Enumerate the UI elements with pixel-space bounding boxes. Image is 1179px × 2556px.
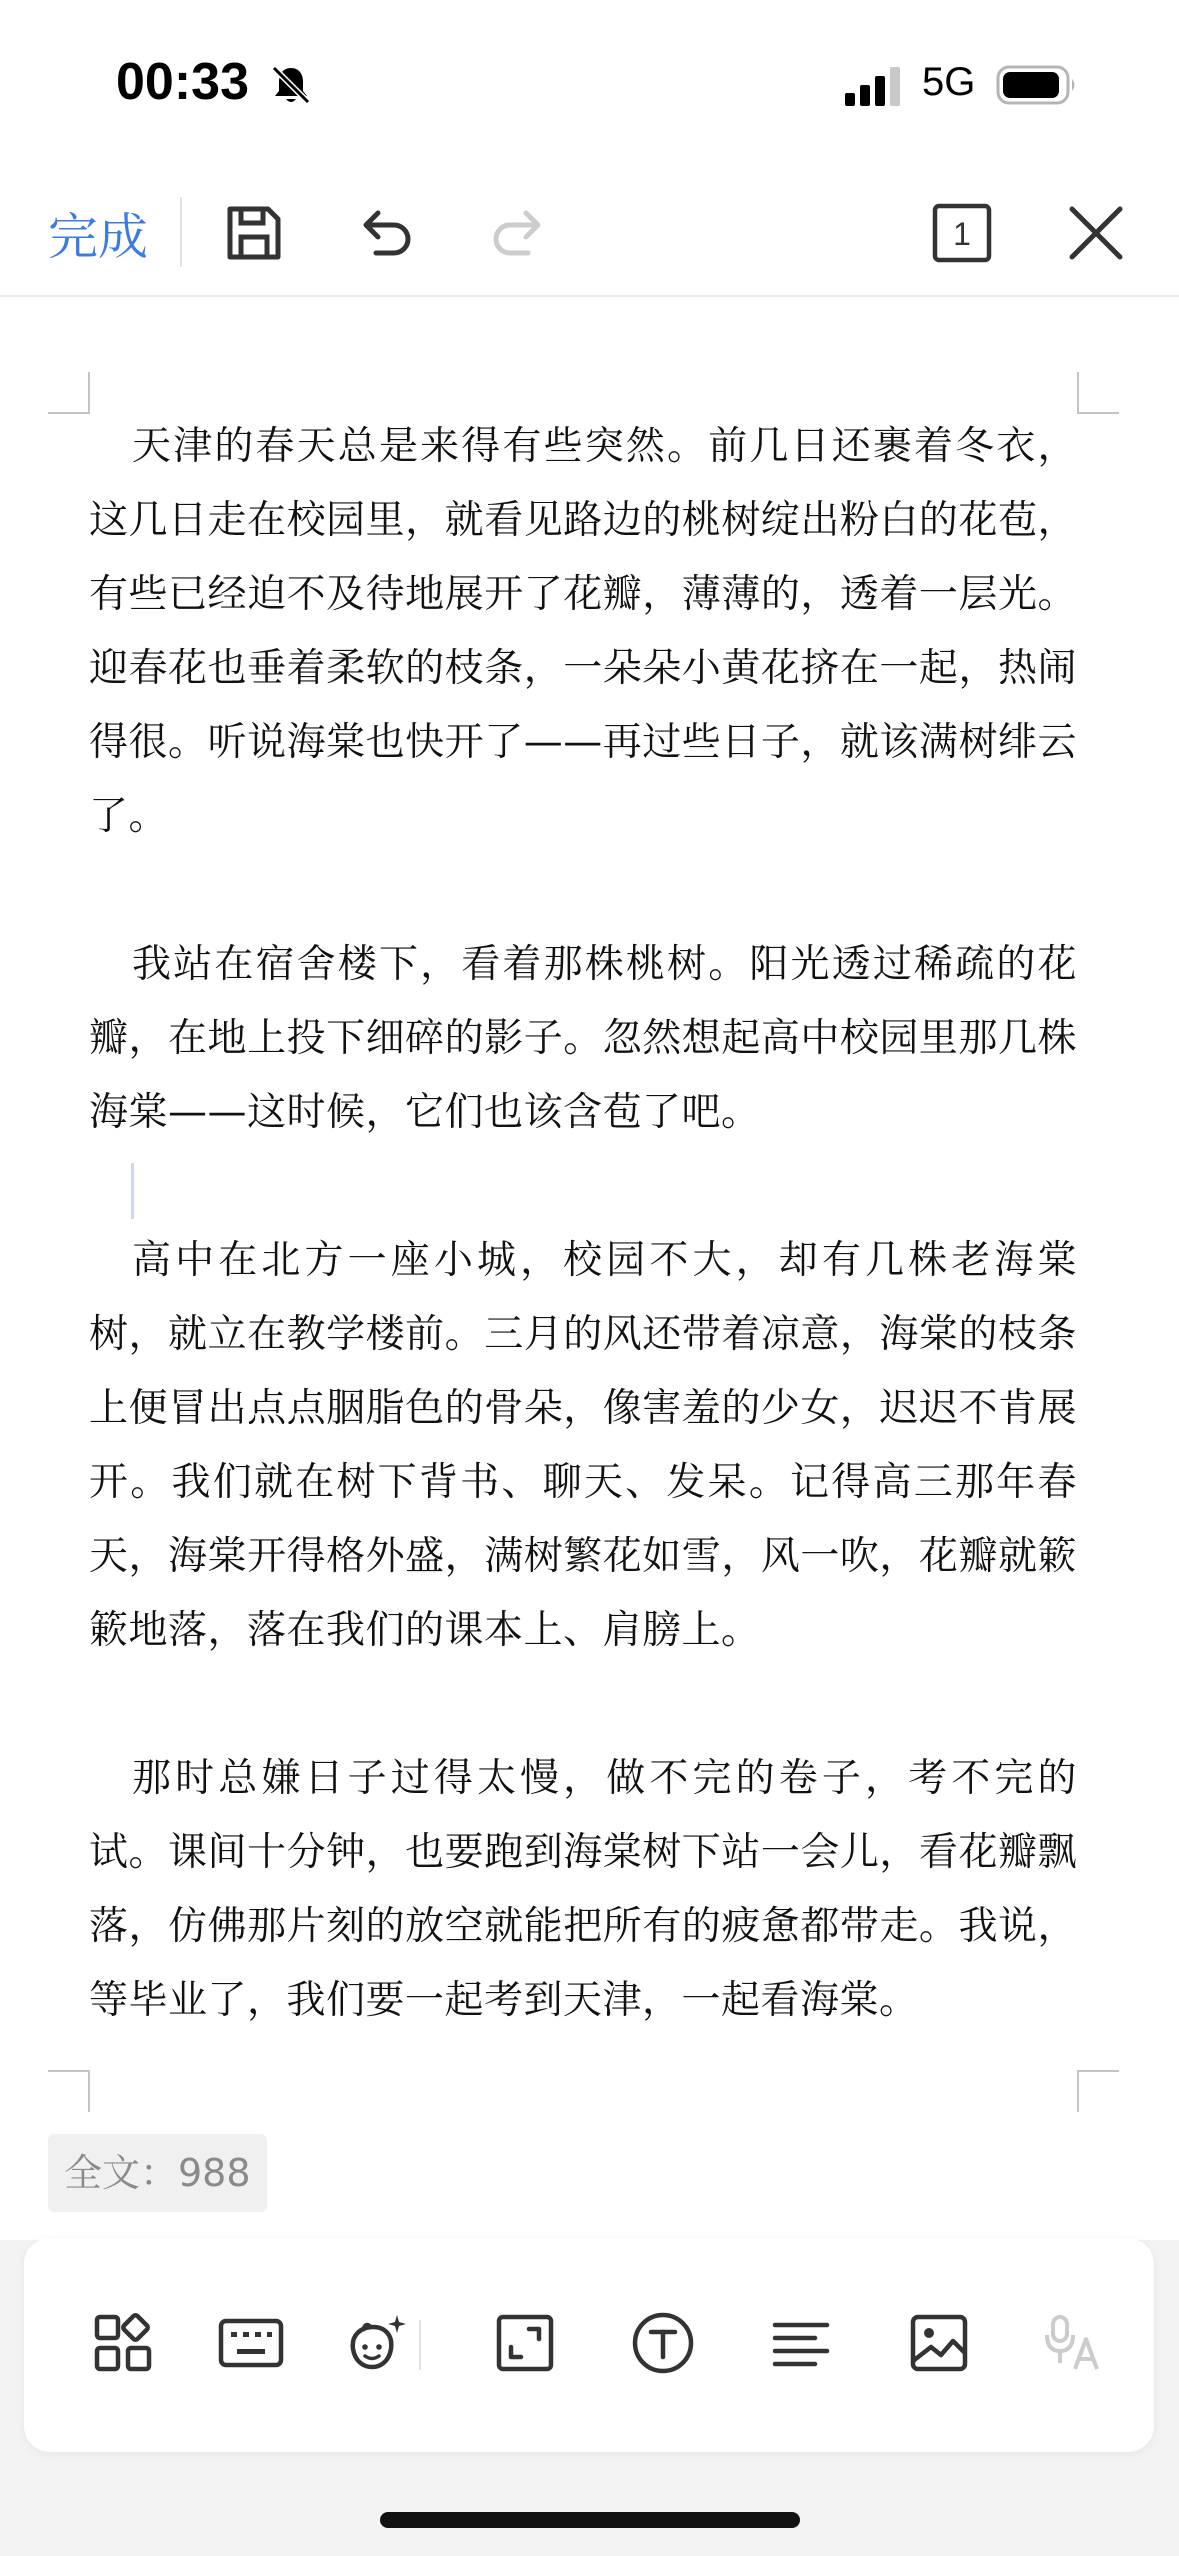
paragraph-align-icon <box>769 2311 833 2375</box>
cellular-signal-icon <box>845 66 905 106</box>
voice-input-icon <box>1041 2311 1105 2375</box>
close-button[interactable] <box>1056 193 1136 273</box>
apps-grid-icon <box>91 2311 155 2375</box>
keyboard-button[interactable] <box>208 2300 294 2386</box>
redo-button[interactable] <box>478 193 558 273</box>
apps-button[interactable] <box>80 2300 166 2386</box>
ai-assistant-button[interactable] <box>334 2300 420 2386</box>
page-corner-mark <box>48 372 90 414</box>
editor-toolbar <box>0 175 1179 297</box>
save-button[interactable] <box>214 193 294 273</box>
page-corner-mark <box>1077 2070 1119 2112</box>
page-corner-mark <box>48 2070 90 2112</box>
page-count-button[interactable] <box>922 193 1002 273</box>
paragraph[interactable]: 天津的春天总是来得有些突然。前几日还裹着冬衣，这几日走在校园里，就看见路边的桃树绽出粉白的花苞，有些已经迫不及待地展开了花瓣，薄薄的，透着一层光。迎春花也垂着柔软的枝条，一朵朵小黄花挤在一起，热闹得很。听说海棠也快开了——再过些日子，就该满树绯云了。 <box>89 424 1077 839</box>
paragraph[interactable]: 我站在宿舍楼下，看着那株桃树。阳光透过稀疏的花瓣，在地上投下细碎的影子。忽然想起高中校园里那几株海棠——这时候，它们也该含苞了吧。 <box>89 942 1077 1135</box>
ai-assistant-icon <box>343 2309 411 2377</box>
text-format-button[interactable] <box>620 2300 706 2386</box>
status-bar <box>0 0 1179 170</box>
save-icon <box>222 201 286 265</box>
page-count-label: 1 <box>953 216 971 252</box>
text-format-icon <box>630 2310 696 2376</box>
empty-line <box>89 1668 1077 1742</box>
page-corner-mark <box>1077 372 1119 414</box>
bottom-toolbar <box>24 2238 1154 2452</box>
battery-icon <box>996 64 1080 106</box>
network-type: 5G <box>922 60 976 104</box>
word-count-badge[interactable]: 全文：988 <box>48 2134 267 2212</box>
image-icon <box>907 2311 971 2375</box>
text-cursor <box>131 1163 134 1219</box>
paragraph[interactable]: 那时总嫌日子过得太慢，做不完的卷子，考不完的试。课间十分钟，也要跑到海棠树下站一会儿，看花瓣飘落，仿佛那片刻的放空就能把所有的疲惫都带走。我说，等毕业了，我们要一起考到天津，一起看海棠。 <box>89 1756 1077 2023</box>
home-indicator[interactable] <box>380 2512 800 2528</box>
undo-icon <box>354 201 418 265</box>
voice-input-button[interactable] <box>1030 2300 1116 2386</box>
page-count-icon <box>930 201 994 265</box>
paragraph[interactable]: 高中在北方一座小城，校园不大，却有几株老海棠树，就立在教学楼前。三月的风还带着凉意，海棠的枝条上便冒出点点胭脂色的骨朵，像害羞的少女，迟迟不肯展开。我们就在树下背书、聊天、发呆。记得高三那年春天，海棠开得格外盛，满树繁花如雪，风一吹，花瓣就簌簌地落，落在我们的课本上、肩膀上。 <box>89 1238 1077 1653</box>
insert-image-button[interactable] <box>896 2300 982 2386</box>
redo-icon <box>486 201 550 265</box>
toolbar-divider <box>419 2320 421 2370</box>
toolbar-divider <box>180 197 182 267</box>
paragraph-align-button[interactable] <box>758 2300 844 2386</box>
empty-line <box>89 854 1077 928</box>
done-button[interactable]: 完成 <box>48 197 148 269</box>
undo-button[interactable] <box>346 193 426 273</box>
bell-muted-icon <box>268 62 314 108</box>
close-icon <box>1064 201 1128 265</box>
empty-line <box>89 1150 1077 1224</box>
expand-icon <box>493 2311 557 2375</box>
keyboard-icon <box>217 2311 285 2375</box>
status-time: 00:33 <box>116 53 249 111</box>
expand-button[interactable] <box>482 2300 568 2386</box>
document-body[interactable] <box>89 410 1077 2038</box>
